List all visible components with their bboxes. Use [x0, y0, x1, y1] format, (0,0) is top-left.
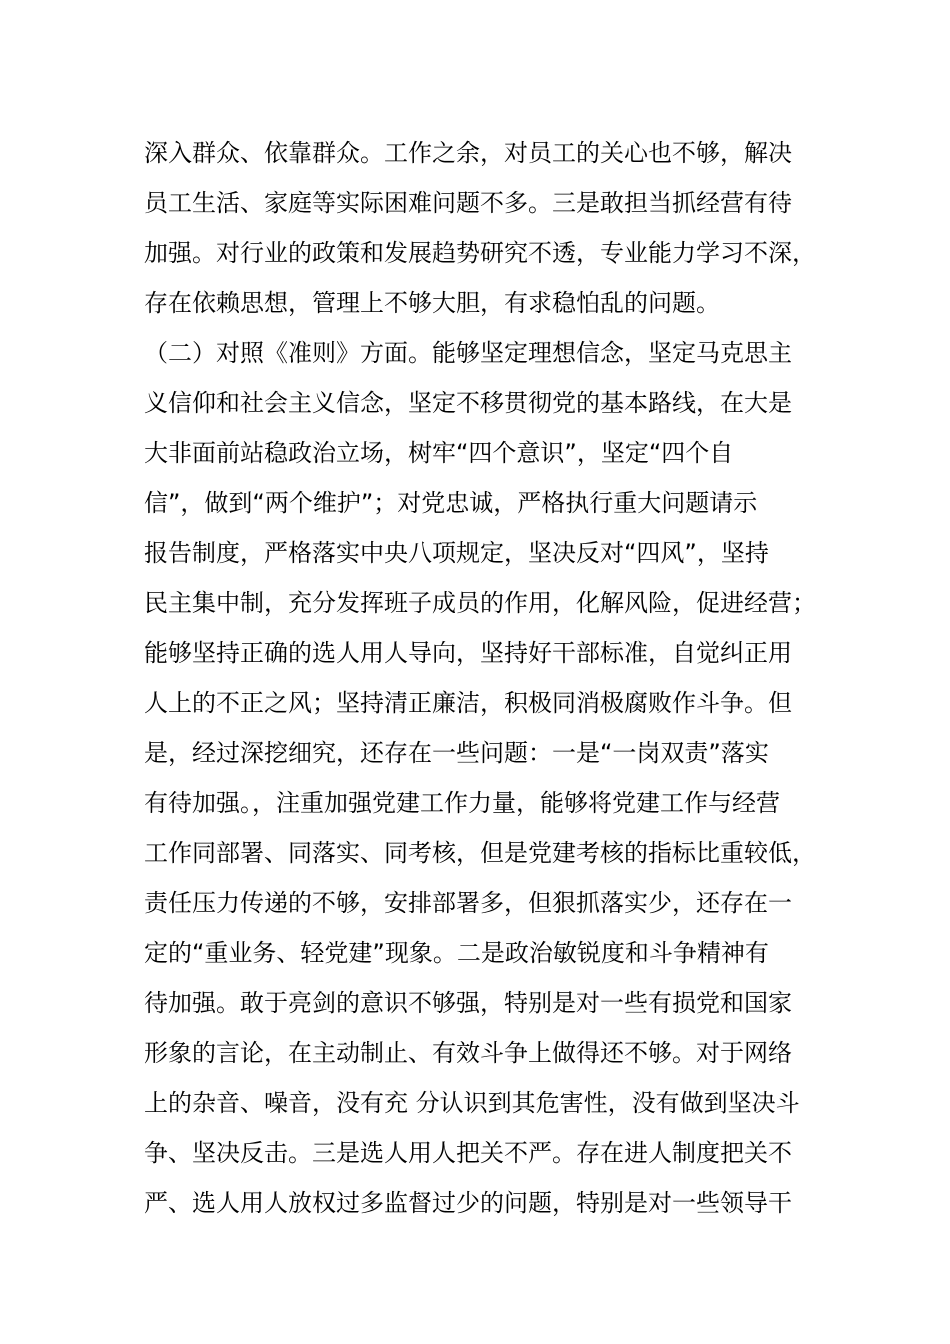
text-line: 人上的不正之风；坚持清正廉洁，积极同消极腐败作斗争。但 [144, 689, 792, 717]
text-line: 大非面前站稳政治立场，树牢“四个意识”，坚定“四个自 [144, 439, 734, 467]
text-line: 民主集中制，充分发挥班子成员的作用，化解风险，促进经营； [144, 589, 816, 617]
text-line: 待加强。敢于亮剑的意识不够强，特别是对一些有损党和国家 [144, 989, 792, 1017]
text-line: 是，经过深挖细究，还存在一些问题：一是“一岗双责”落实 [144, 739, 769, 767]
text-line: 工作同部署、同落实、同考核，但是党建考核的指标比重较低， [144, 839, 816, 867]
text-line: 有待加强。，注重加强党建工作力量，能够将党建工作与经营 [144, 789, 780, 817]
text-line: 形象的言论，在主动制止、有效斗争上做得还不够。对于网络 [144, 1039, 792, 1067]
text-line: 上的杂音、噪音，没有充 分认识到其危害性，没有做到坚决斗 [144, 1089, 800, 1117]
text-line: 能够坚持正确的选人用人导向，坚持好干部标准，自觉纠正用 [144, 639, 792, 667]
text-line: 信”，做到“两个维护”；对党忠诚，严格执行重大问题请示 [144, 489, 758, 517]
text-line: 争、坚决反击。三是选人用人把关不严。存在进人制度把关不 [144, 1139, 792, 1167]
text-line: 存在依赖思想，管理上不够大胆，有求稳怕乱的问题。 [144, 289, 720, 317]
text-line: 定的“重业务、轻党建”现象。二是政治敏锐度和斗争精神有 [144, 939, 769, 967]
text-line: 报告制度，严格落实中央八项规定，坚决反对“四风”，坚持 [144, 539, 769, 567]
section-heading-line: （二）对照《准则》方面。能够坚定理想信念，坚定马克思主 [144, 339, 792, 367]
text-line: 严、选人用人放权过多监督过少的问题，特别是对一些领导干 [144, 1189, 792, 1217]
text-line: 加强。对行业的政策和发展趋势研究不透，专业能力学习不深， [144, 239, 816, 267]
body-text [144, 128, 834, 1228]
text-line: 义信仰和社会主义信念，坚定不移贯彻党的基本路线，在大是 [144, 389, 792, 417]
text-line: 深入群众、依靠群众。工作之余，对员工的关心也不够，解决 [144, 139, 792, 167]
text-line: 责任压力传递的不够，安排部署多，但狠抓落实少，还存在一 [144, 889, 792, 917]
text-line: 员工生活、家庭等实际困难问题不多。三是敢担当抓经营有待 [144, 189, 792, 217]
